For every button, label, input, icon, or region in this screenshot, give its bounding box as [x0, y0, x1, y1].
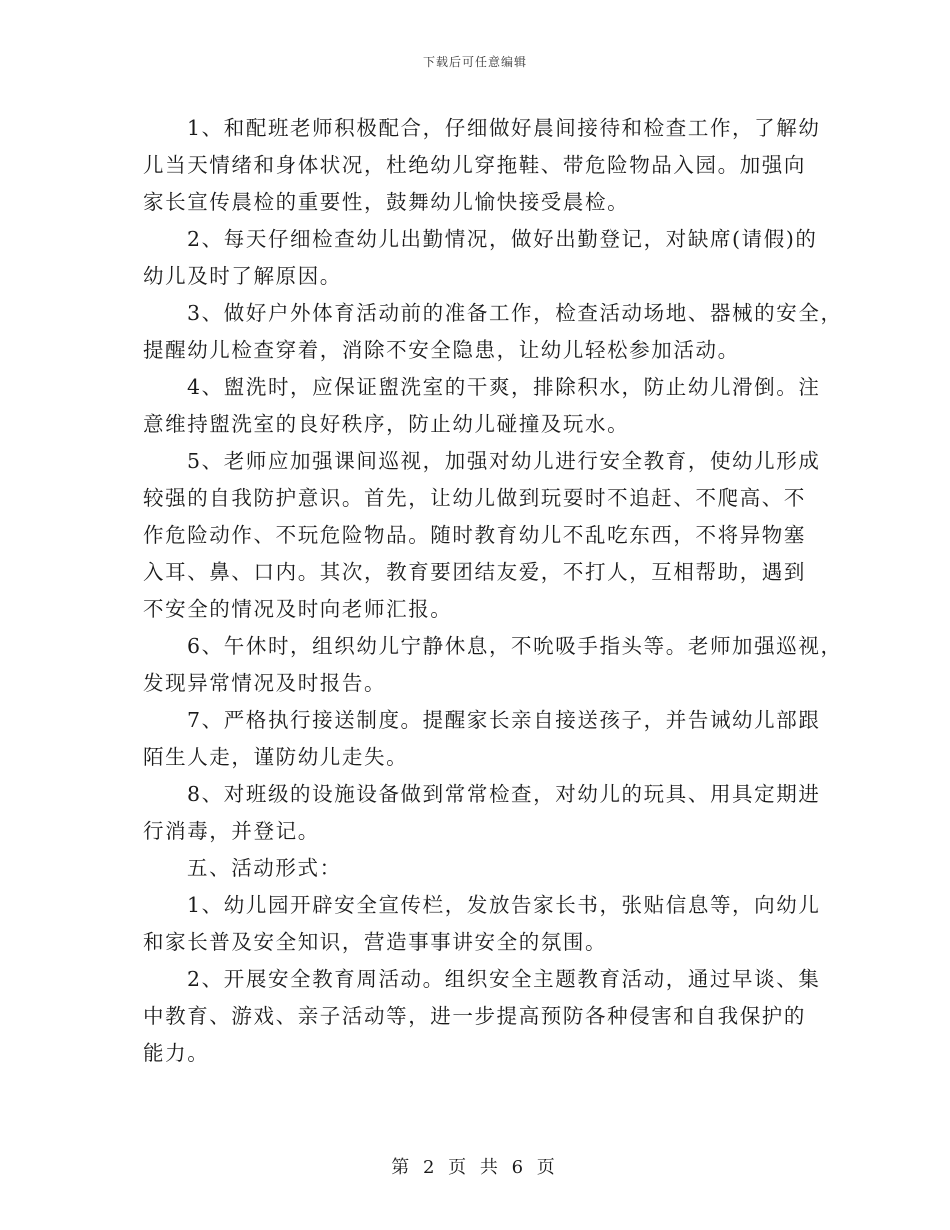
document-body	[143, 110, 843, 1072]
text-line: 较强的自我防护意识。首先，让幼儿做到玩耍时不追赶、不爬高、不	[143, 486, 806, 510]
text-line: 8、对班级的设施设备做到常常检查，对幼儿的玩具、用具定期进	[187, 782, 821, 806]
text-line: 1、和配班老师积极配合，仔细做好晨间接待和检查工作，了解幼	[187, 116, 821, 140]
paragraph-3	[143, 295, 843, 369]
text-line: 儿当天情绪和身体状况，杜绝幼儿穿拖鞋、带危险物品入园。加强向	[143, 153, 806, 177]
paragraph-5	[143, 443, 821, 628]
paragraph-10	[143, 961, 821, 1072]
section-heading	[143, 850, 808, 887]
text-line: 6、午休时，组织幼儿宁静休息，不吮吸手指头等。老师加强巡视，	[187, 634, 843, 658]
header-note: 下载后可任意编辑	[422, 55, 527, 69]
text-line: 提醒幼儿检查穿着，消除不安全隐患，让幼儿轻松参加活动。	[143, 338, 740, 362]
text-line: 4、盥洗时，应保证盥洗室的干爽，排除积水，防止幼儿滑倒。注	[187, 375, 821, 399]
text-line: 和家长普及安全知识，营造事事讲安全的氛围。	[143, 930, 608, 954]
text-line: 幼儿及时了解原因。	[143, 264, 342, 288]
text-line: 意维持盥洗室的良好秩序，防止幼儿碰撞及玩水。	[143, 412, 630, 436]
paragraph-9	[143, 887, 821, 961]
paragraph-2	[143, 221, 818, 295]
text-line: 3、做好户外体育活动前的准备工作，检查活动场地、器械的安全，	[187, 301, 843, 325]
text-line: 入耳、鼻、口内。其次，教育要团结友爱，不打人，互相帮助，遇到	[143, 560, 806, 584]
text-line: 发现异常情况及时报告。	[143, 671, 387, 695]
text-line: 家长宣传晨检的重要性，鼓舞幼儿愉快接受晨检。	[143, 190, 630, 214]
text-line: 5、老师应加强课间巡视，加强对幼儿进行安全教育，使幼儿形成	[187, 449, 821, 473]
text-line: 行消毒，并登记。	[143, 819, 320, 843]
section-heading-text: 五、活动形式：	[187, 856, 342, 880]
text-line: 作危险动作、不玩危险物品。随时教育幼儿不乱吃东西，不将异物塞	[143, 523, 806, 547]
text-line: 中教育、游戏、亲子活动等，进一步提高预防各种侵害和自我保护的	[143, 1004, 806, 1028]
text-line: 2、每天仔细检查幼儿出勤情况，做好出勤登记，对缺席(请假)的	[187, 227, 818, 251]
text-line: 7、严格执行接送制度。提醒家长亲自接送孩子，并告诫幼儿部跟	[187, 708, 821, 732]
paragraph-6	[143, 628, 843, 702]
text-line: 2、开展安全教育周活动。组织安全主题教育活动，通过早谈、集	[187, 967, 821, 991]
paragraph-4	[143, 369, 821, 443]
text-line: 1、幼儿园开辟安全宣传栏，发放告家长书，张贴信息等，向幼儿	[187, 893, 821, 917]
text-line: 不安全的情况及时向老师汇报。	[143, 597, 453, 621]
page-number: 第 2 页 共 6 页	[391, 1157, 559, 1178]
text-line: 陌生人走，谨防幼儿走失。	[143, 745, 409, 769]
paragraph-7	[143, 702, 821, 776]
paragraph-1	[143, 110, 821, 221]
text-line: 能力。	[143, 1041, 210, 1065]
paragraph-8	[143, 776, 821, 850]
